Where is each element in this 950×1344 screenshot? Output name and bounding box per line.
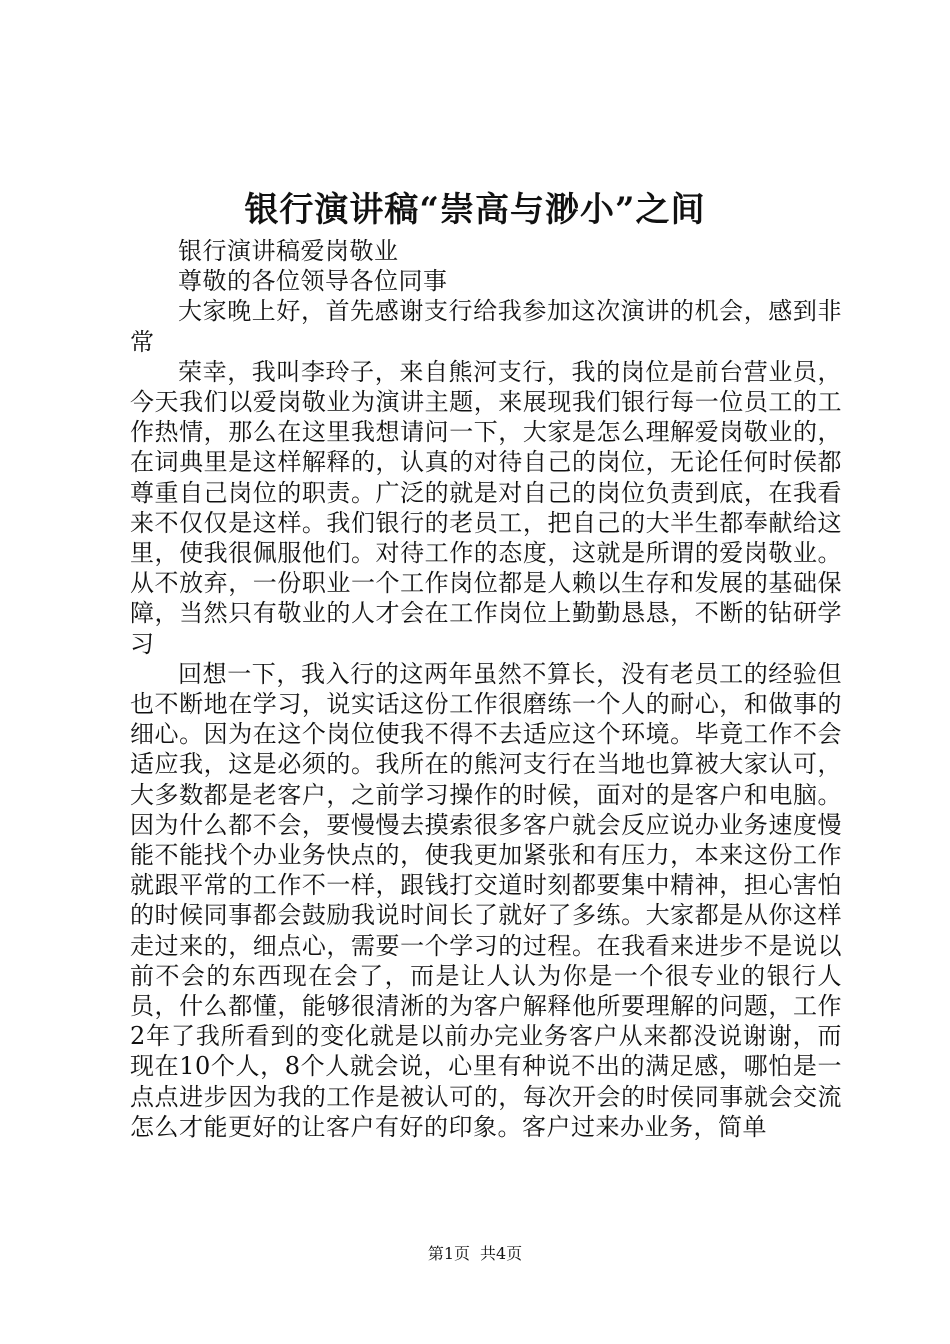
paragraph-greeting: 大家晚上好，首先感谢支行给我参加这次演讲的机会，感到非常 bbox=[130, 297, 842, 356]
paragraph-subtitle: 银行演讲稿爱岗敬业 bbox=[178, 237, 399, 265]
paragraph-salutation: 尊敬的各位领导各位同事 bbox=[178, 267, 448, 296]
document-title: 银行演讲稿“崇高与渺小”之间 bbox=[244, 190, 706, 230]
paragraph-reflection: 回想一下，我入行的这两年虽然不算长，没有老员工的经验但也不断地在学习，说实话这份工作很磨练一个人的耐心，和做事的细心。因为在这个岗位使我不得不去适应这个环境。毕竟工作不会适应我，这是必须的。我所在的熊河支行在当地也算被大家认可，大多数都是老客户，之前学习操作的时候，面对的是客户和电脑。因为什么都不会，要慢慢去摸索很多客户就会反应说办业务速度慢能不能找个办业务快点的，使我更加紧张和有压力，本来这份工作就跟平常的工作不一样，跟钱打交道时刻都要集中精神，担心害怕的时候同事都会鼓励我说时间长了就好了多练。大家都是从你这样走过来的，细点心，需要一个学习的过程。在我看来进步不是说以前不会的东西现在会了，而是让人认为你是一个很专业的银行人员，什么都懂，能够很清淅的为客户解释他所要理解的问题，工作2年了我所看到的变化就是以前办完业务客户从来都没说谢谢，而现在10个人，8个人就会说，心里有种说不出的满足感，哪怕是一点点进步因为我的工作是被认可的，每次开会的时侯同事就会交流怎么才能更好的让客户有好的印象。客户过来办业务，简单 bbox=[130, 659, 842, 1141]
document-body bbox=[130, 236, 842, 1142]
page-total: 共4页 bbox=[480, 1244, 523, 1263]
page-footer bbox=[0, 1242, 950, 1266]
paragraph-introduction: 荣幸，我叫李玲子，来自熊河支行，我的岗位是前台营业员，今天我们以爱岗敬业为演讲主题，来展现我们银行每一位员工的工作热情，那么在这里我想请问一下，大家是怎么理解爱岗敬业的，在词典里是这样解释的，认真的对待自己的岗位，无论任何时侯都尊重自己岗位的职责。广泛的就是对自己的岗位负责到底，在我看来不仅仅是这样。我们银行的老员工，把自己的大半生都奉献给这里，使我很佩服他们。对待工作的态度，这就是所谓的爱岗敬业。从不放弃，一份职业一个工作岗位都是人赖以生存和发展的基础保障，当然只有敬业的人才会在工作岗位上勤勤恳恳，不断的钻研学习 bbox=[130, 357, 842, 658]
page-number: 第1页 bbox=[427, 1244, 470, 1263]
